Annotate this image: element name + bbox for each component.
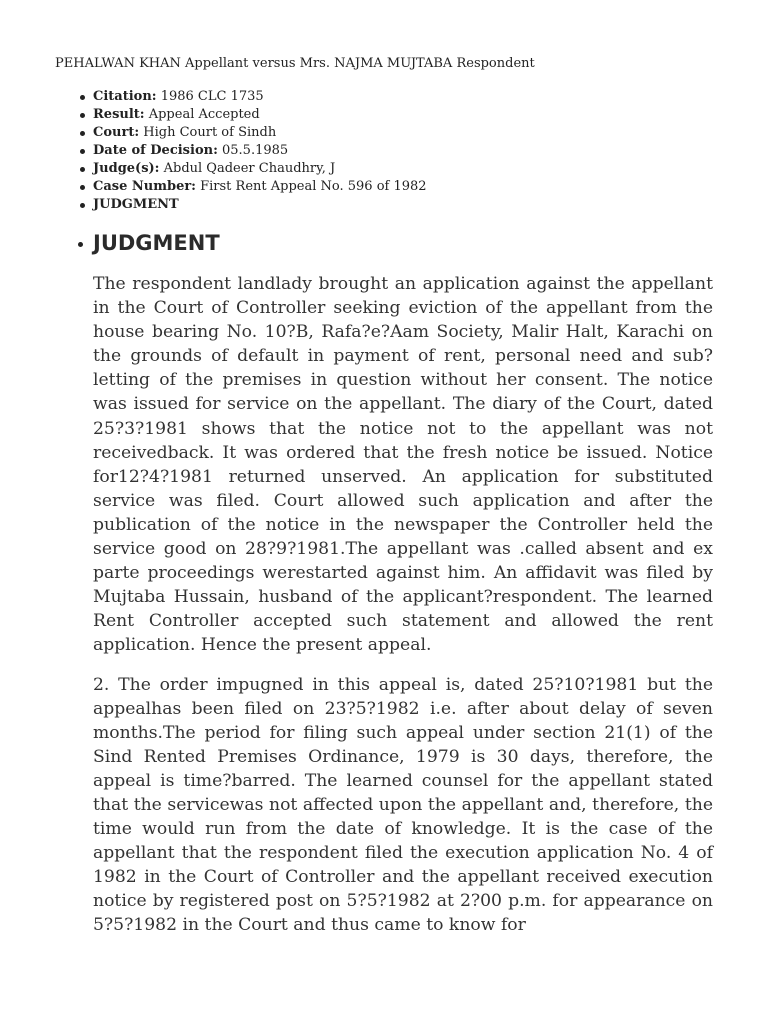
case-title: PEHALWAN KHAN Appellant versus Mrs. NAJMA MUJTABA Respondent xyxy=(55,56,535,71)
section-heading: JUDGMENT xyxy=(93,231,220,255)
meta-label[interactable]: JUDGMENT xyxy=(93,197,179,212)
paragraph-2: 2. The order impugned in this appeal is, dated 25?10?1981 but the appealhas been filed on 23?5?1982 i.e. after about delay of seven months.The period for filing such appeal under section 21(1) of the Sind Rented Premises Ordinance, 1979 is 30 days, therefore, the appeal is time?barred. The learned counsel for the appellant stated that the servicewas not affected upon the appellant and, therefore, the time would run from the date of knowledge. It is the case of the appellant that the respondent filed the execution application No. 4 of 1982 in the Court of Controller and the appellant received execution notice by registered post on 5?5?1982 at 2?00 p.m. for appearance on 5?5?1982 in the Court and thus came to know for xyxy=(93,674,713,936)
meta-citation xyxy=(93,88,427,106)
meta-value: 05.5.1985 xyxy=(217,143,289,158)
judgment-body xyxy=(93,272,713,953)
meta-value: High Court of Sindh xyxy=(139,125,277,140)
meta-label: Result: xyxy=(93,107,145,122)
meta-value: Appeal Accepted xyxy=(144,107,260,122)
meta-label: Judge(s): xyxy=(93,161,160,176)
meta-label: Date of Decision: xyxy=(93,143,218,158)
meta-value: First Rent Appeal No. 596 of 1982 xyxy=(195,179,427,194)
paragraph-1: The respondent landlady brought an application against the appellant in the Court of Controller seeking eviction of the appellant from the house bearing No. 10?B, Rafa?e?Aam Society, Malir Halt, Karachi on the grounds of default in payment of rent, personal need and sub?letting of the premises in question without her consent. The notice was issued for service on the appellant. The diary of the Court, dated 25?3?1981 shows that the notice not to the appellant was not receivedback. It was ordered that the fresh notice be issued. Notice for12?4?1981 returned unserved. An application for substituted service was filed. Court allowed such application and after the publication of the notice in the newspaper the Controller held the service good on 28?9?1981.The appellant was .called absent and ex parte proceedings werestarted against him. An affidavit was filed by Mujtaba Hussain, husband of the applicant?respondent. The learned Rent Controller accepted such statement and allowed the rent application. Hence the present appeal. xyxy=(93,274,713,656)
meta-judges xyxy=(93,160,427,178)
bullet-icon xyxy=(78,242,83,247)
meta-value: Abdul Qadeer Chaudhry, J xyxy=(159,161,336,176)
case-metadata-list xyxy=(93,88,427,214)
meta-judgment-link[interactable] xyxy=(93,196,427,214)
meta-label: Citation: xyxy=(93,89,157,104)
meta-result xyxy=(93,106,427,124)
meta-court xyxy=(93,124,427,142)
meta-label: Case Number: xyxy=(93,179,196,194)
meta-value: 1986 CLC 1735 xyxy=(156,89,264,104)
meta-date-of-decision xyxy=(93,142,427,160)
meta-case-number xyxy=(93,178,427,196)
meta-label: Court: xyxy=(93,125,140,140)
